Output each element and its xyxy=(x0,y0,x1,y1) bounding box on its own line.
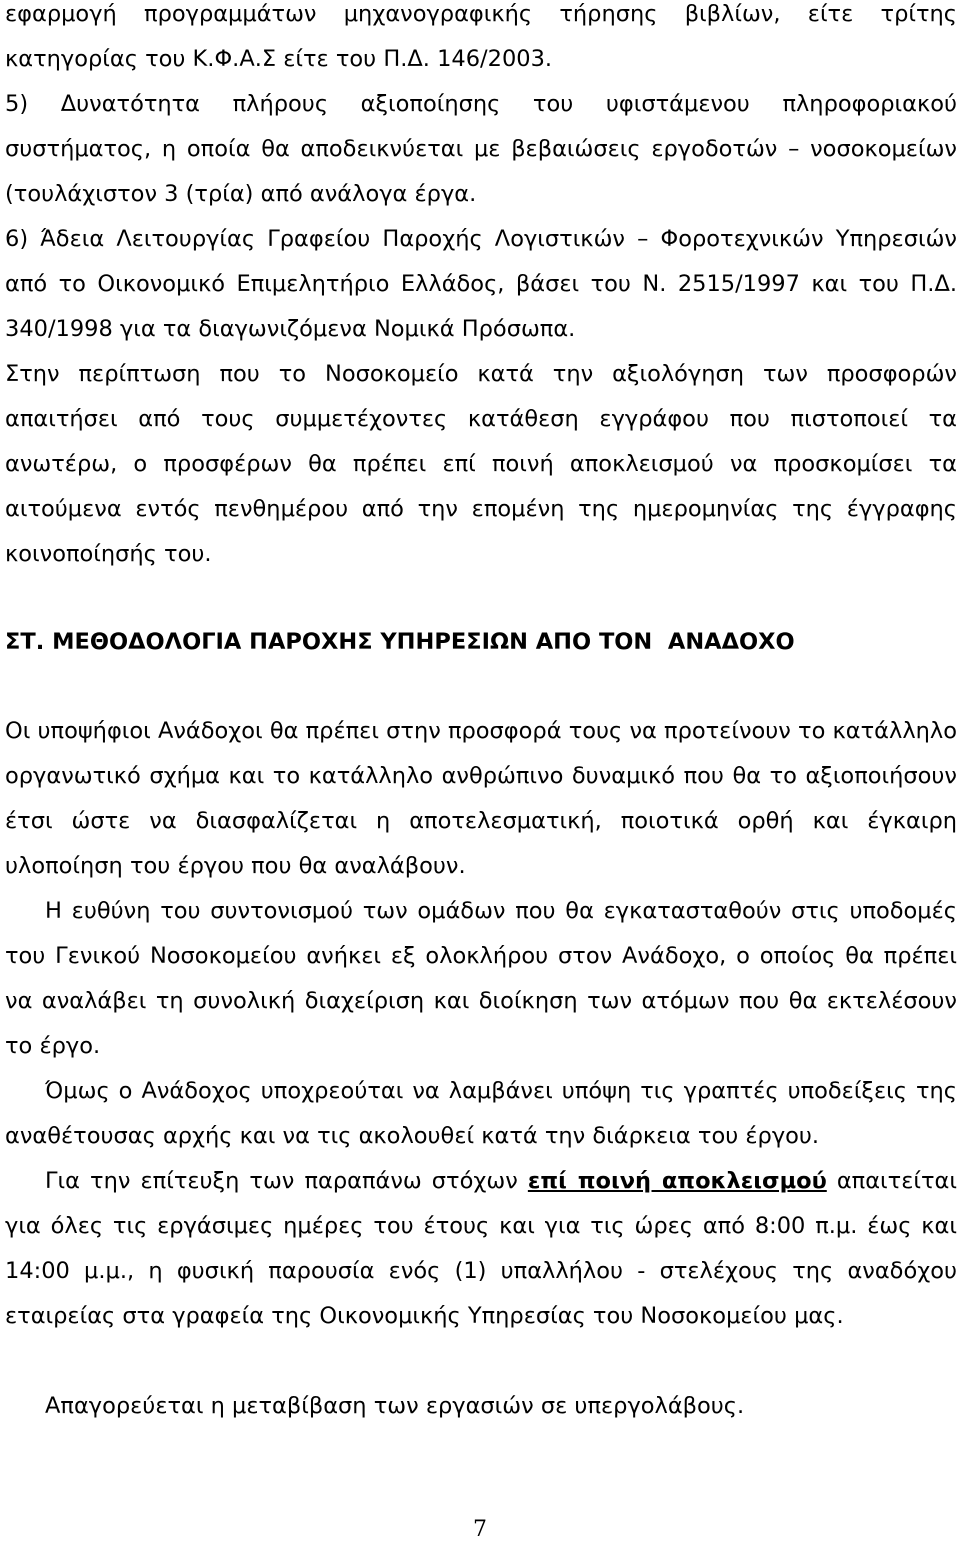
presence-text-start: Για την επίτευξη των παραπάνω στόχων xyxy=(45,1168,528,1194)
obligation-paragraph: Όμως ο Ανάδοχος υποχρεούται να λαμβάνει υπόψη τις γραπτές υποδείξεις της αναθέτουσας αρχής και να τις ακολουθεί κατά την διάρκεια του έργου. xyxy=(5,1078,957,1149)
intro-paragraph: εφαρμογή προγραμμάτων μηχανογραφικής τήρησης βιβλίων, είτε τρίτης κατηγορίας του Κ.Φ.Α.Σ είτε του Π.Δ. 146/2003. xyxy=(5,1,957,72)
page-number: 7 xyxy=(473,1517,487,1542)
evaluation-paragraph: Στην περίπτωση που το Νοσοκομείο κατά την αξιολόγηση των προσφορών απαιτήσει από τους συμμετέχοντες κατάθεση εγγράφου που πιστοποιεί τα ανωτέρω, ο προσφέρων θα πρέπει επί ποινή αποκλεισμού να προσκομίσει τα αιτούμενα εντός πενθημέρου από την επομένη της ημερομηνίας της έγγραφης κοινοποίησής του. xyxy=(5,361,957,567)
list-item-5: 5) Δυνατότητα πλήρους αξιοποίησης του υφιστάμενου πληροφοριακού συστήματος, η οποία θα αποδεικνύεται με βεβαιώσεις εργοδοτών – νοσοκομείων (τουλάχιστον 3 (τρία) από ανάλογα έργα. xyxy=(5,91,957,207)
subcontract-paragraph: Απαγορεύεται η μεταβίβαση των εργασιών σε υπεργολάβους. xyxy=(45,1393,745,1419)
responsibility-paragraph: Η ευθύνη του συντονισμού των ομάδων που θα εγκατασταθούν στις υποδομές του Γενικού Νοσοκομείου ανήκει εξ ολοκλήρου στον Ανάδοχο, ο οποίος θα πρέπει να αναλάβει τη συνολική διαχείριση και διοίκηση των ατόμων που θα εκτελέσουν το έργο. xyxy=(5,898,957,1059)
list-item-6: 6) Άδεια Λειτουργίας Γραφείου Παροχής Λογιστικών – Φοροτεχνικών Υπηρεσιών από το Οικονομικό Επιμελητήριο Ελλάδος, βάσει του Ν. 2515/1997 και του Π.Δ. 340/1998 για τα διαγωνιζόμενα Νομικά Πρόσωπα. xyxy=(5,226,957,342)
exclusion-emphasis: επί ποινή αποκλεισμού xyxy=(527,1168,827,1194)
presence-paragraph xyxy=(5,1159,957,1339)
section-heading: ΣΤ. ΜΕΘΟΔΟΛΟΓΙΑ ΠΑΡΟΧΗΣ ΥΠΗΡΕΣΙΩΝ ΑΠΟ ΤΟΝ ΑΝΑΔΟΧΟ xyxy=(5,629,795,655)
candidates-paragraph: Οι υποψήφιοι Ανάδοχοι θα πρέπει στην προσφορά τους να προτείνουν το κατάλληλο οργανωτικό σχήμα και το κατάλληλο ανθρώπινο δυναμικό που θα το αξιοποιήσουν έτσι ώστε να διασφαλίζεται η αποτελεσματική, ποιοτικά ορθή και έγκαιρη υλοποίηση του έργου που θα αναλάβουν. xyxy=(5,718,957,879)
presence-text-end: απαιτείται για όλες τις εργάσιμες ημέρες του έτους και για τις ώρες από 8:00 π.μ. έως και 14:00 μ.μ., η φυσική παρουσία ενός (1) υπαλλήλου - στελέχους της αναδόχου εταιρείας στα γραφεία της Οικονομικής Υπηρεσίας του Νοσοκομείου μας. xyxy=(5,1168,957,1329)
